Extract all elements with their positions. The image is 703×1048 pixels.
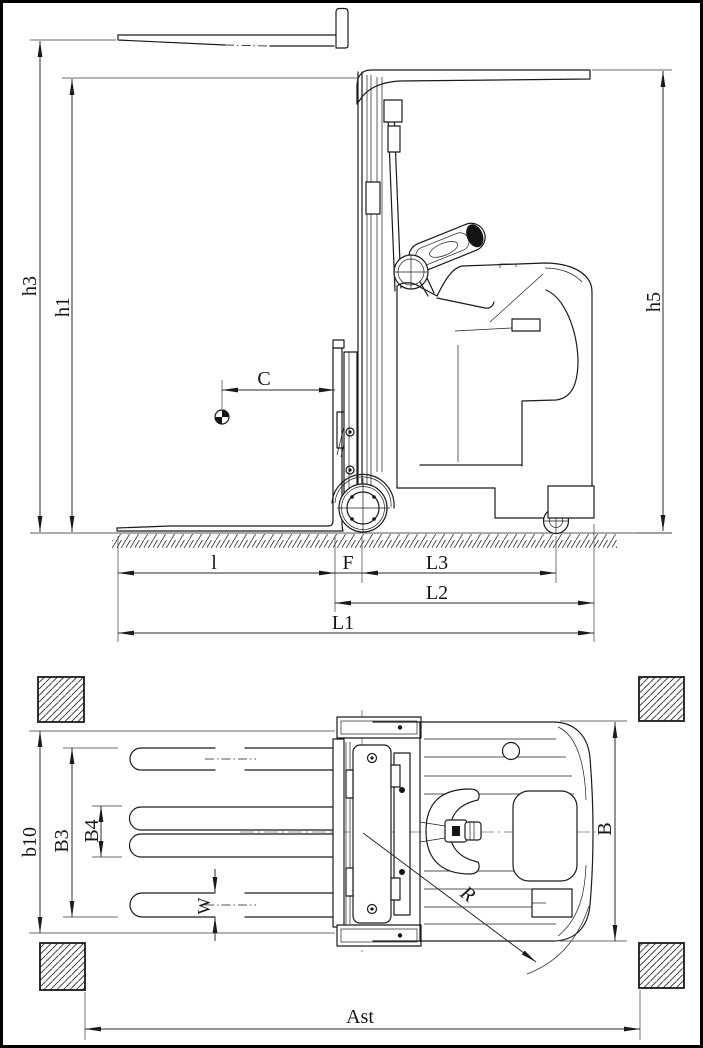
dim-label-h5: h5 — [643, 292, 665, 312]
dim-label-l: l — [211, 552, 217, 574]
rear-wheel — [543, 486, 594, 534]
forks-wide-position — [130, 748, 340, 917]
aisle-block-top-left — [38, 677, 84, 722]
dim-label-F: F — [342, 552, 354, 574]
dim-label-B4: B4 — [81, 819, 103, 843]
dim-label-L1: L1 — [331, 612, 355, 634]
forks-narrow-position — [130, 807, 341, 857]
fork-and-carriage — [117, 340, 357, 531]
dim-label-L2: L2 — [425, 582, 449, 604]
dim-label-B3: B3 — [51, 829, 73, 853]
dim-label-B: B — [594, 822, 616, 836]
aisle-block-bottom-right — [639, 943, 684, 988]
dim-label-h3: h3 — [19, 276, 41, 296]
raised-fork — [118, 9, 348, 49]
aisle-block-bottom-left — [40, 943, 85, 990]
side-view — [19, 9, 672, 643]
steering-console — [394, 219, 489, 296]
dim-label-L3: L3 — [425, 552, 449, 574]
load-center-symbol — [215, 380, 229, 424]
ground — [30, 533, 672, 548]
dim-label-W: W — [194, 897, 214, 915]
steering-wheel-top — [420, 789, 481, 874]
dim-label-Ast: Ast — [346, 1006, 374, 1028]
dim-label-R: R — [456, 881, 480, 907]
mast-carriage-top — [333, 717, 421, 946]
dim-label-h1: h1 — [52, 297, 74, 317]
top-view — [19, 677, 684, 1040]
aisle-block-top-right — [639, 677, 684, 721]
front-wheel — [332, 474, 394, 532]
truck-body — [397, 263, 592, 518]
dim-label-b10: b10 — [19, 827, 41, 857]
dim-label-C: C — [257, 368, 271, 390]
